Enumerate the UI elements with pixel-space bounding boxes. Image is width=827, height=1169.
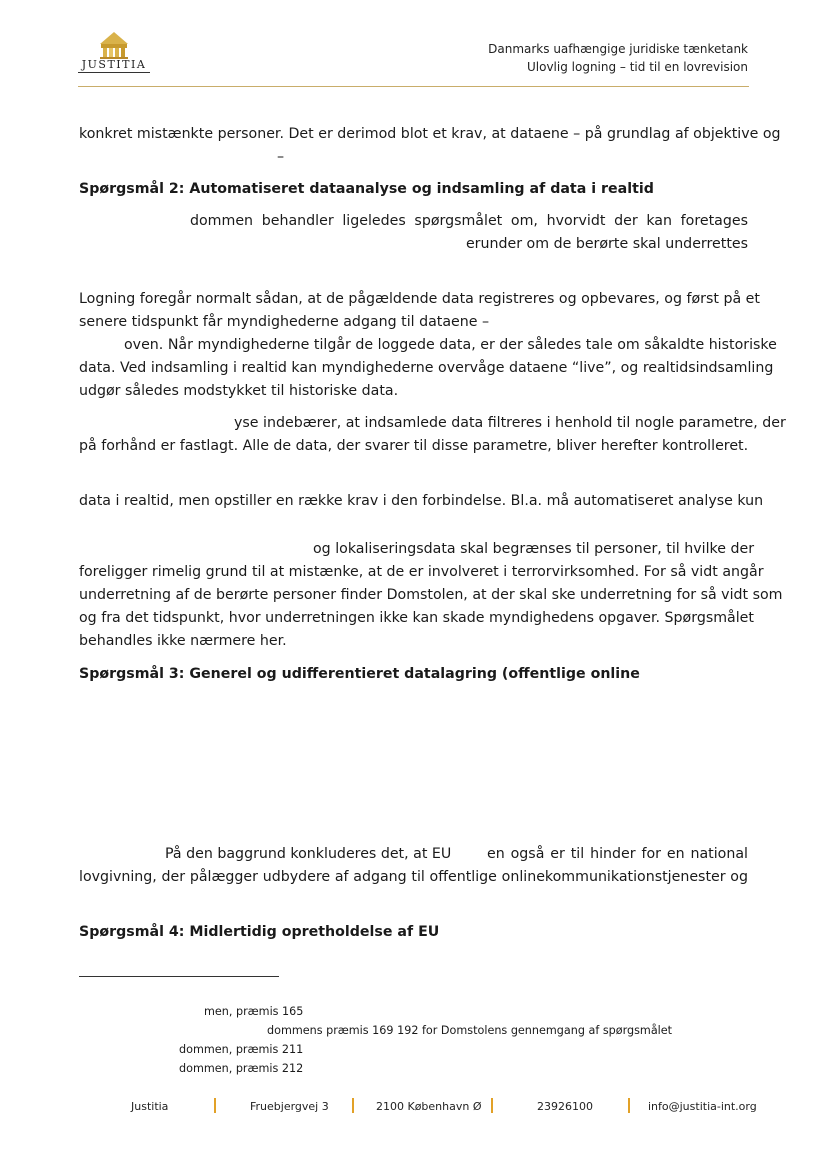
footnote-1: men, præmis 165 [204,1005,304,1018]
paragraph-4-line-2: på forhånd er fastlagt. Alle de data, der svarer til disse parametre, bliver herefter kontrolleret. [79,438,749,454]
footer-email[interactable]: info@justitia-int.org [648,1100,757,1113]
footer-separator [628,1098,630,1113]
footnote-3: dommen, præmis 211 [179,1043,304,1056]
paragraph-5-line-4: underretning af de berørte personer finder Domstolen, at der skal ske underretning for så vidt som [79,587,783,603]
paragraph-5-line-2: og lokaliseringsdata skal begrænses til personer, til hvilke der [313,541,755,557]
paragraph-3-line-4: data. Ved indsamling i realtid kan myndighederne overvåge dataene “live”, og realtidsindsamling [79,360,774,376]
paragraph-3-line-2: senere tidspunkt får myndighederne adgang til dataene – [79,314,490,330]
paragraph-1-line-2: – [277,149,285,165]
paragraph-4-line-1: yse indebærer, at indsamlede data filtreres i henhold til nogle parametre, der [234,415,786,431]
footer-city: 2100 København Ø [376,1100,482,1113]
footer-separator [491,1098,493,1113]
logo-wordmark: JUSTITIA [78,58,150,73]
heading-question-4: Spørgsmål 4: Midlertidig opretholdelse af EU [79,924,440,940]
paragraph-6-line-1b: en også er til hinder for en national [487,846,748,862]
paragraph-5-line-5: og fra det tidspunkt, hvor underretningen ikke kan skade myndighedens opgaver. Spørgsmålet [79,610,754,626]
footer-address: Fruebjergvej 3 [250,1100,329,1113]
paragraph-5-line-3: foreligger rimelig grund til at mistænke, at de er involveret i terrorvirksomhed. For så vidt angår [79,564,764,580]
footer-separator [352,1098,354,1113]
paragraph-2-line-2: erunder om de berørte skal underrettes [465,236,748,252]
heading-question-2: Spørgsmål 2: Automatiseret dataanalyse og indsamling af data i realtid [79,181,654,197]
footer-separator [214,1098,216,1113]
header-title: Danmarks uafhængige juridiske tænketank [488,42,748,56]
paragraph-1-line-1: konkret mistænkte personer. Det er derimod blot et krav, at dataene – på grundlag af objektive og [79,126,781,142]
paragraph-6-line-1a: På den baggrund konkluderes det, at EU [165,846,452,862]
heading-question-3: Spørgsmål 3: Generel og udifferentieret datalagring (offentlige online [79,666,640,682]
footer-organization: Justitia [131,1100,169,1113]
paragraph-3-line-1: Logning foregår normalt sådan, at de pågældende data registreres og opbevares, og først på et [79,291,760,307]
paragraph-5-line-1: data i realtid, men opstiller en række krav i den forbindelse. Bl.a. må automatiseret analyse kun [79,493,764,509]
page-footer [0,1098,827,1118]
header-titles [488,40,748,76]
footnote-2: dommens præmis 169 192 for Domstolens gennemgang af spørgsmålet [267,1024,673,1037]
header-subtitle: Ulovlig logning – tid til en lovrevision [526,60,748,74]
footer-phone: 23926100 [537,1100,593,1113]
paragraph-3-line-5: udgør således modstykket til historiske data. [79,383,399,399]
paragraph-2-line-1: dommen behandler ligeledes spørgsmålet om, hvorvidt der kan foretages [190,213,748,229]
paragraph-5-line-6: behandles ikke nærmere her. [79,633,287,649]
header-divider [78,86,749,87]
footnote-4: dommen, præmis 212 [179,1062,304,1075]
footnote-separator [79,976,279,977]
paragraph-6-line-2: lovgivning, der pålægger udbydere af adgang til offentlige onlinekommunikationstjenester og [79,869,748,885]
justitia-logo [78,30,150,76]
logo-emblem-icon [78,30,150,60]
paragraph-3-line-3: oven. Når myndighederne tilgår de loggede data, er der således tale om såkaldte historiske [124,337,777,353]
